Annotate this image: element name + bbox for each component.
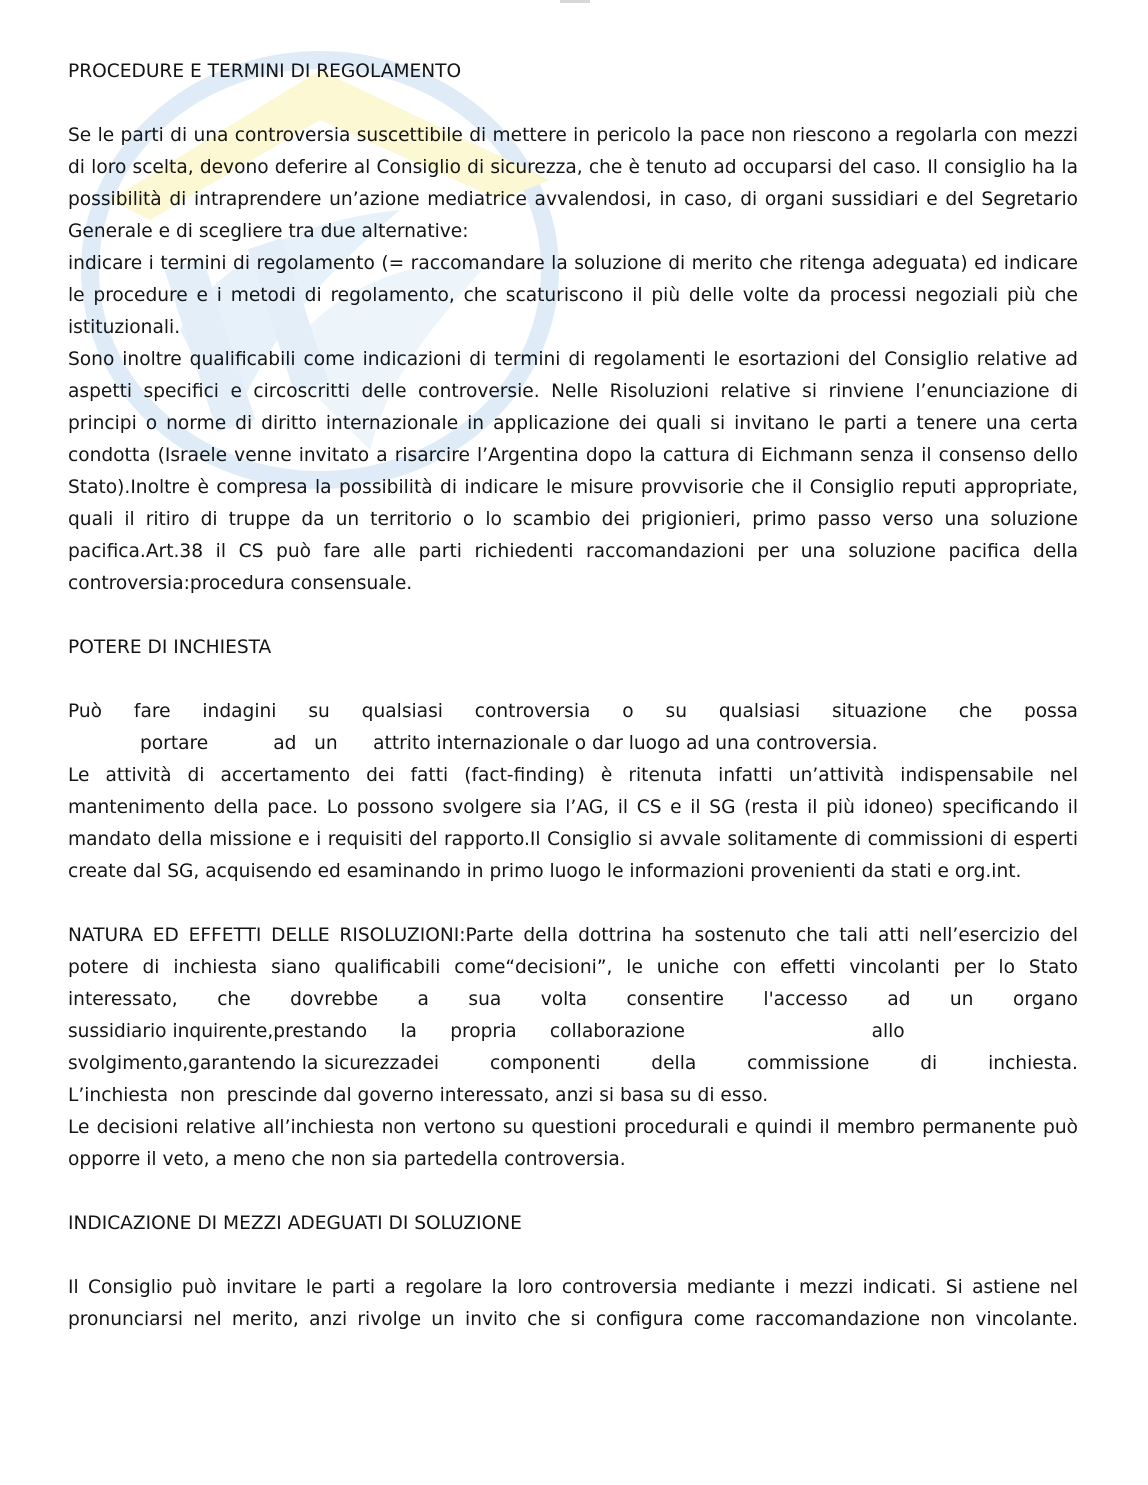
section-heading-inchiesta: POTERE DI INCHIESTA	[68, 637, 272, 658]
word: commissione	[747, 1053, 870, 1074]
word: su	[665, 701, 687, 722]
word: collaborazione	[549, 1021, 685, 1042]
paragraph: Se le parti di una controversia suscettibile di mettere in pericolo la pace non riescono a regolarla con mezzi di loro scelta, devono deferire al Consiglio di sicurezza, che è tenuto ad occuparsi del caso. Il consiglio ha la possibilità di intraprendere un’azione mediatrice avvalendosi, in caso, di organi sussidiari e del Segretario Generale e di scegliere tra due alternative:	[68, 125, 1078, 242]
section-heading-procedure: PROCEDURE E TERMINI DI REGOLAMENTO	[68, 61, 462, 82]
paragraph: Sono inoltre qualificabili come indicazioni di termini di regolamenti le esortazioni del Consiglio relative ad aspetti specifici e circoscritti delle controversie. Nelle Risoluzioni relative si rinviene l’enunciazione di principi o norme di diritto internazionale in applicazione dei quali si invitano le parti a tenere una certa condotta (Israele venne invitato a risarcire l’Argentina dopo la cattura di Eichmann senza il consenso dello Stato).Inoltre è compresa la possibilità di indicare le misure provvisorie che il Consiglio reputi appropriate, quali il ritiro di truppe da un territorio o lo scambio dei prigionieri, primo passo verso una soluzione pacifica.Art.38 il CS può fare alle parti richiedenti raccomandazioni per una soluzione pacifica della controversia:procedura consensuale.	[68, 349, 1078, 594]
word: svolgimento,garantendo la sicurezzadei	[68, 1053, 440, 1074]
page-top-mark	[560, 0, 590, 3]
word: o	[622, 701, 634, 722]
text-line: L’inchiesta non prescinde dal governo interessato, anzi si basa su di esso.	[68, 1085, 769, 1106]
paragraph: Le attività di accertamento dei fatti (fact-finding) è ritenuta infatti un’attività indispensabile nel mantenimento della pace. Lo possono svolgere sia l’AG, il CS e il SG (resta il più idoneo) specificando il mandato della missione e i requisiti del rapporto.Il Consiglio si avvale solitamente di commissioni di esperti create dal SG, acquisendo ed esaminando in primo luogo le informazioni provenienti da stati e org.int.	[68, 765, 1078, 882]
word: qualsiasi	[361, 701, 443, 722]
word: inchiesta.	[988, 1053, 1078, 1074]
word: possa	[1024, 701, 1078, 722]
word: sussidiario inquirente,prestando	[68, 1021, 368, 1042]
word: fare	[133, 701, 171, 722]
word: qualsiasi	[718, 701, 801, 722]
spread-line	[68, 1016, 1078, 1048]
paragraph: Le decisioni relative all’inchiesta non vertono su questioni procedurali e quindi il membro permanente può opporre il veto, a meno che non sia partedella controversia.	[68, 1117, 1078, 1170]
paragraph-natura: NATURA ED EFFETTI DELLE RISOLUZIONI:Parte della dottrina ha sostenuto che tali atti nell’esercizio del potere di inchiesta siano qualificabili come“decisioni”, le uniche con effetti vincolanti per lo Stato interessato, che dovrebbe a sua volta consentire l'accesso ad un organo	[68, 925, 1078, 1010]
paragraph: Il Consiglio può invitare le parti a regolare la loro controversia mediante i mezzi indicati. Si astiene nel pronunciarsi nel merito, anzi rivolge un invito che si configura come raccomandazione non vincolante.	[68, 1277, 1078, 1330]
word: Può	[68, 701, 103, 722]
word: indagini	[202, 701, 277, 722]
word: di	[920, 1053, 938, 1074]
word: allo	[871, 1021, 905, 1042]
document-body	[68, 56, 1078, 1336]
word: componenti	[490, 1053, 601, 1074]
word: su	[308, 701, 330, 722]
word: controversia	[474, 701, 591, 722]
paragraph: indicare i termini di regolamento (= raccomandare la soluzione di merito che ritenga adeguata) ed indicare le procedure e i metodi di regolamento, che scaturiscono il più delle volte da processi negoziali più che istituzionali.	[68, 253, 1078, 338]
word: propria	[450, 1021, 517, 1042]
section-heading-mezzi: INDICAZIONE DI MEZZI ADEGUATI DI SOLUZIONE	[68, 1213, 522, 1234]
spread-line	[68, 696, 1078, 728]
spread-line	[68, 1048, 1078, 1080]
word: della	[651, 1053, 697, 1074]
indented-line: portare ad un attrito internazionale o dar luogo ad una controversia.	[140, 733, 878, 754]
word: che	[958, 701, 993, 722]
word: la	[400, 1021, 417, 1042]
word: situazione	[831, 701, 927, 722]
